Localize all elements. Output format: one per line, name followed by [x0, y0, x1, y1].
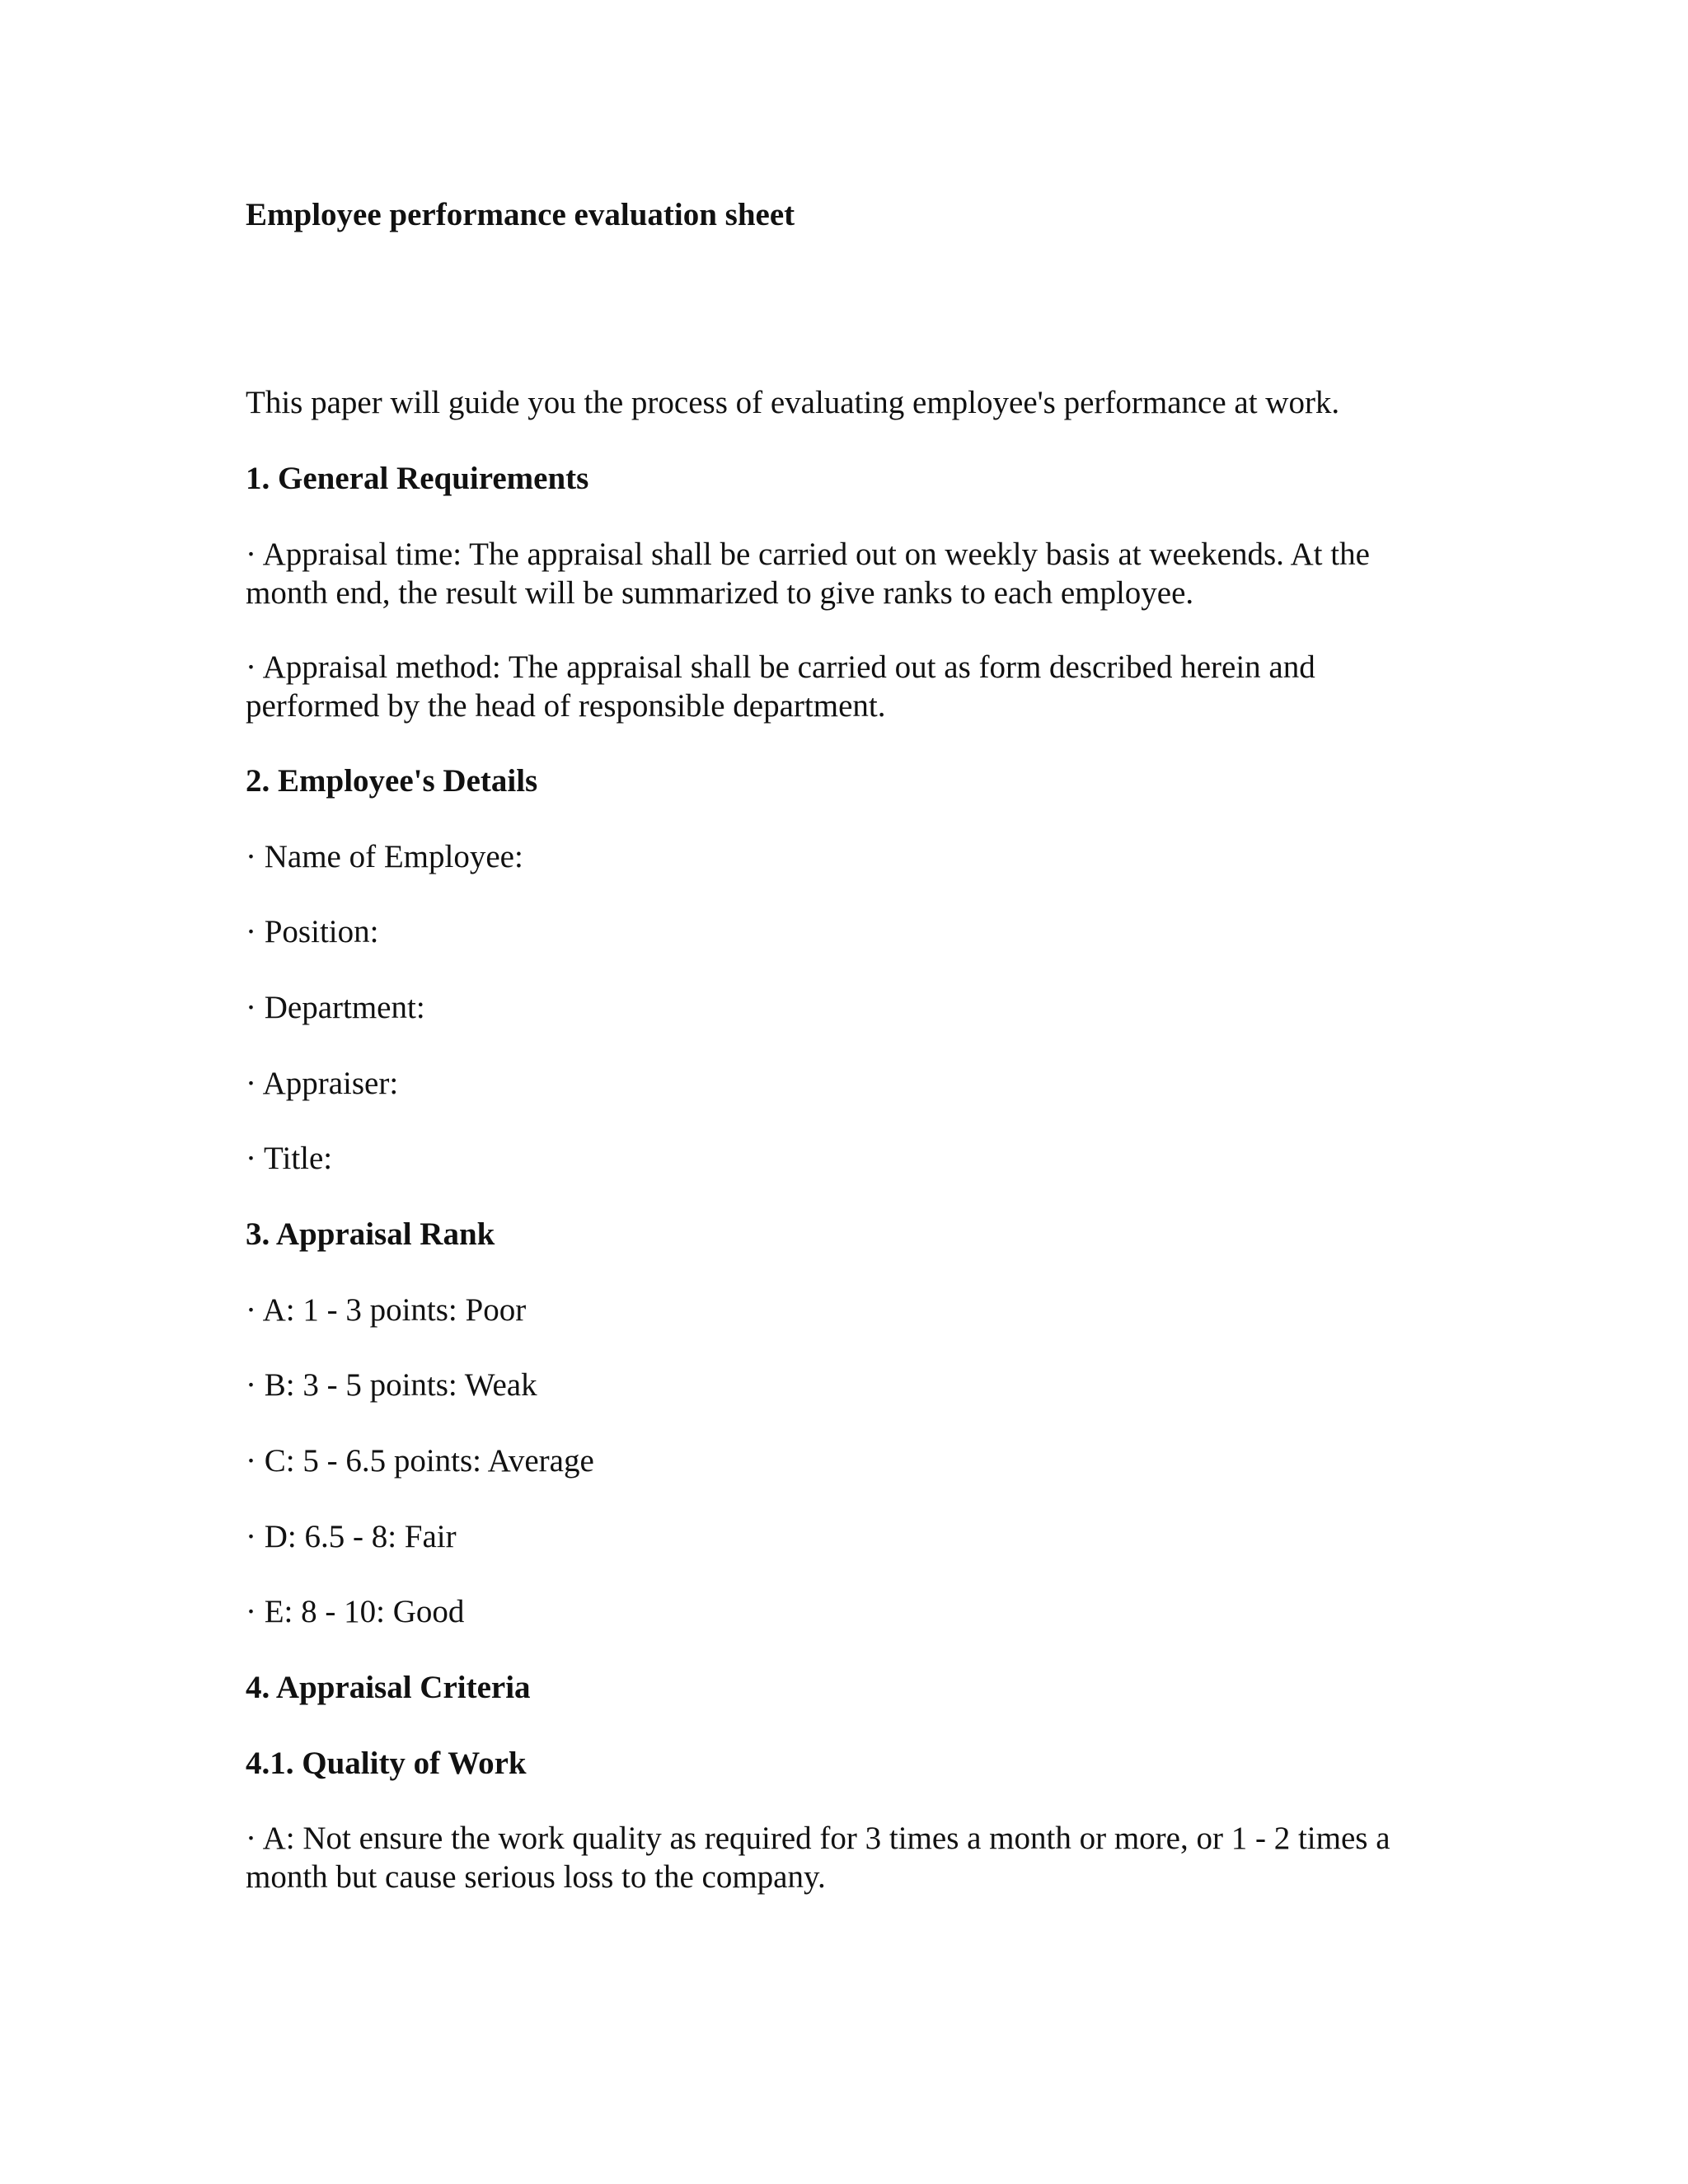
position-field: · Position:: [246, 914, 379, 949]
subsection-heading-quality-of-work: 4.1. Quality of Work: [246, 1746, 527, 1781]
document-title: Employee performance evaluation sheet: [246, 197, 795, 232]
section-heading-appraisal-criteria: 4. Appraisal Criteria: [246, 1670, 531, 1705]
appraiser-field: · Appraiser:: [246, 1066, 399, 1101]
title-field: · Title:: [246, 1141, 333, 1176]
rank-item-b: · B: 3 - 5 points: Weak: [246, 1367, 537, 1403]
intro-paragraph: This paper will guide you the process of evaluating employee's performance at work.: [246, 385, 1340, 420]
quality-item-a: · A: Not ensure the work quality as required for 3 times a month or more, or 1 - 2 times a month but cause serious loss to the company.: [246, 1821, 1390, 1895]
section-heading-general-requirements: 1. General Requirements: [246, 461, 589, 496]
appraisal-method-item: · Appraisal method: The appraisal shall be carried out as form described herein and performed by the head of responsible department.: [246, 649, 1315, 724]
rank-item-d: · D: 6.5 - 8: Fair: [246, 1519, 457, 1554]
appraisal-time-item: · Appraisal time: The appraisal shall be carried out on weekly basis at weekends. At the month end, the result will be summarized to give ranks to each employee.: [246, 537, 1370, 611]
employee-name-field: · Name of Employee:: [246, 839, 523, 874]
section-heading-appraisal-rank: 3. Appraisal Rank: [246, 1216, 495, 1252]
rank-item-e: · E: 8 - 10: Good: [246, 1594, 465, 1629]
rank-item-a: · A: 1 - 3 points: Poor: [246, 1292, 527, 1328]
rank-item-c: · C: 5 - 6.5 points: Average: [246, 1443, 594, 1479]
section-heading-employee-details: 2. Employee's Details: [246, 763, 538, 799]
department-field: · Department:: [246, 990, 425, 1025]
